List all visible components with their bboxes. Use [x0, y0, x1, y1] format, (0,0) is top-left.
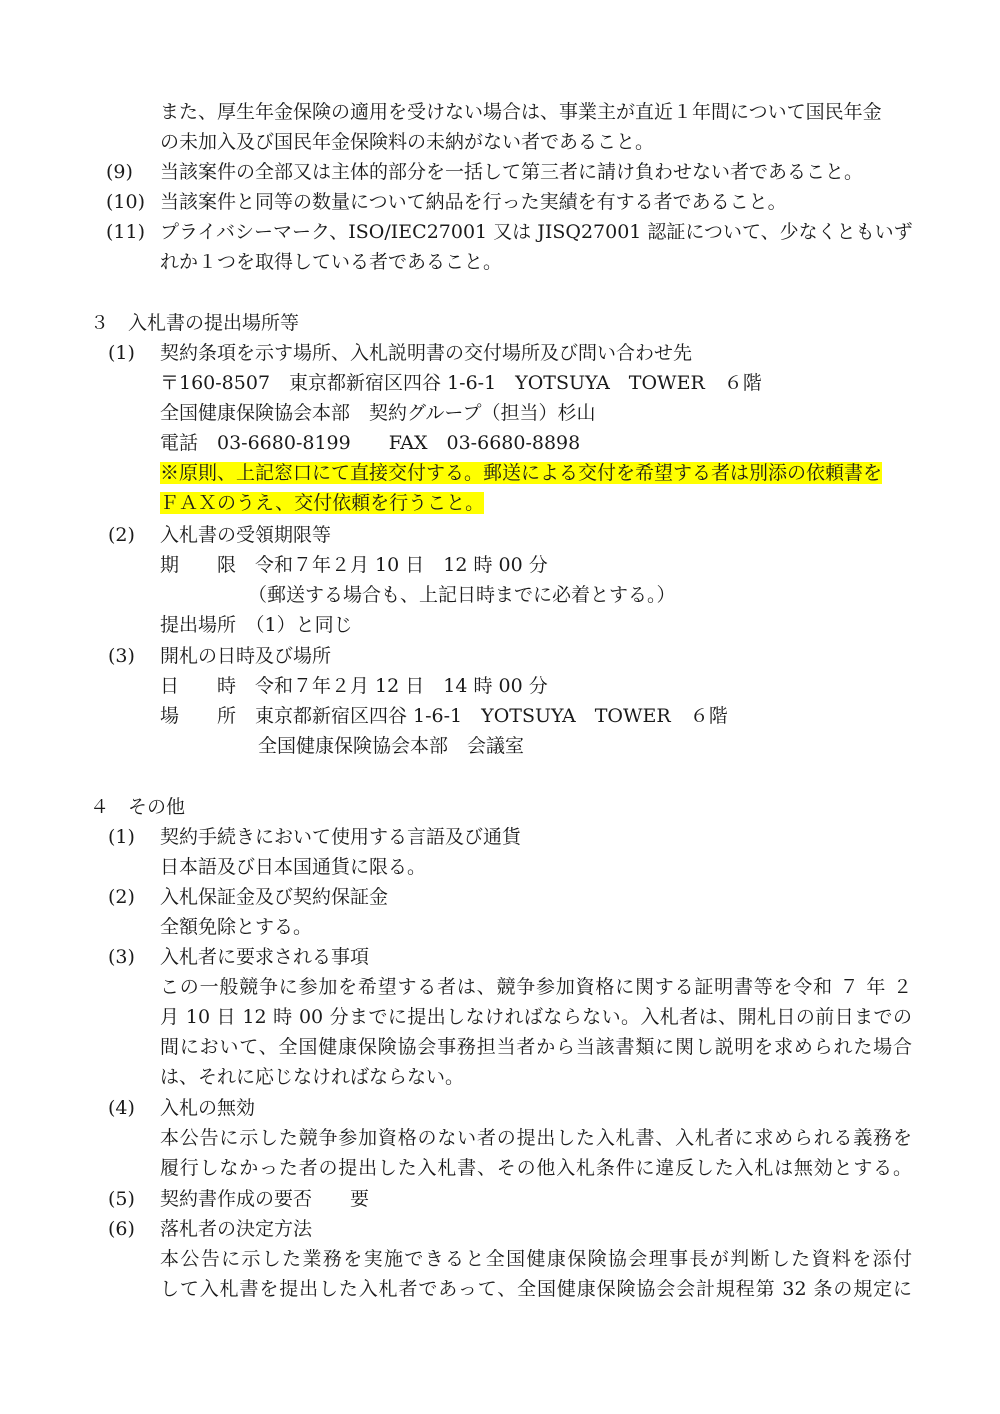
section-4-item-1-body: 日本語及び日本国通貨に限る。 — [160, 856, 427, 878]
submission-place: 提出場所 （1）と同じ — [160, 614, 353, 636]
contact-phone-fax: 電話 03-6680-8199 FAX 03-6680-8898 — [160, 432, 581, 454]
section-3-item-1-title: 契約条項を示す場所、入札説明書の交付場所及び問い合わせ先 — [160, 342, 693, 364]
section-4-item-3-title: 入札者に要求される事項 — [160, 946, 370, 968]
section-4-item-6-number: (6) — [108, 1218, 135, 1240]
section-4-item-2-body: 全額免除とする。 — [160, 916, 313, 938]
section-3-item-3-title: 開札の日時及び場所 — [160, 645, 332, 667]
section-3-heading: ３ 入札書の提出場所等 — [90, 312, 300, 334]
section-4-item-5-number: (5) — [108, 1188, 135, 1210]
section-3-item-2-number: (2) — [108, 524, 135, 546]
contact-address: 〒160-8507 東京都新宿区四谷 1-6-1 YOTSUYA TOWER ６階 — [160, 372, 762, 394]
section-4-item-1-title: 契約手続きにおいて使用する言語及び通貨 — [160, 826, 522, 848]
section-4-item-4-line-2: 履行しなかった者の提出した入札書、その他入札条件に違反した入札は無効とする。 — [160, 1157, 912, 1179]
section-4-item-3-line-4: は、それに応じなければならない。 — [160, 1066, 465, 1088]
submission-deadline: 期 限 令和７年２月 10 日 12 時 00 分 — [160, 554, 548, 576]
item-10-number: (10) — [106, 191, 146, 213]
opening-room: 全国健康保険協会本部 会議室 — [258, 735, 525, 757]
highlight-span-2: ＦＡＸのうえ、交付依頼を行うこと。 — [160, 492, 485, 514]
section-4-item-5-text: 契約書作成の要否 要 — [160, 1188, 370, 1210]
section-4-item-3-line-3: 間において、全国健康保険協会事務担当者から当該書類に関し説明を求められた場合 — [160, 1036, 912, 1058]
section-4-item-1-number: (1) — [108, 826, 135, 848]
section-4-heading: ４ その他 — [90, 796, 186, 818]
section-4-item-3-line-1: この一般競争に参加を希望する者は、競争参加資格に関する証明書等を令和 ７ 年 ２ — [160, 976, 912, 998]
section-4-item-6-line-2: して入札書を提出した入札者であって、全国健康保険協会会計規程第 32 条の規定に — [160, 1278, 912, 1300]
section-3-item-1-number: (1) — [108, 342, 135, 364]
section-4-item-3-line-2: 月 10 日 12 時 00 分までに提出しなければならない。入札者は、開札日の前日までの — [160, 1006, 912, 1028]
item-10-text: 当該案件と同等の数量について納品を行った実績を有する者であること。 — [160, 191, 787, 213]
item-11-number: (11) — [106, 221, 146, 243]
mail-submission-note: （郵送する場合も、上記日時までに必着とする。） — [248, 584, 676, 606]
item-11-line-1: プライバシーマーク、ISO/IEC27001 又は JISQ27001 認証について、少なくともいず — [160, 221, 913, 243]
section-4-item-2-title: 入札保証金及び契約保証金 — [160, 886, 389, 908]
section-4-item-6-title: 落札者の決定方法 — [160, 1218, 313, 1240]
opening-place: 場 所 東京都新宿区四谷 1-6-1 YOTSUYA TOWER ６階 — [160, 705, 728, 727]
section-4-item-3-number: (3) — [108, 946, 135, 968]
contact-organization: 全国健康保険協会本部 契約グループ（担当）杉山 — [160, 402, 596, 424]
highlighted-note-line-2 — [160, 488, 484, 518]
continuation-line-2: の未加入及び国民年金保険料の未納がない者であること。 — [160, 131, 655, 153]
continuation-line-1: また、厚生年金保険の適用を受けない場合は、事業主が直近１年間について国民年金 — [160, 101, 882, 123]
section-3-item-3-number: (3) — [108, 645, 135, 667]
item-9-text: 当該案件の全部又は主体的部分を一括して第三者に請け負わせない者であること。 — [160, 161, 864, 183]
section-4-item-4-line-1: 本公告に示した競争参加資格のない者の提出した入札書、入札者に求められる義務を — [160, 1127, 912, 1149]
highlight-span-1: ※原則、上記窓口にて直接交付する。郵送による交付を希望する者は別添の依頼書を — [160, 462, 883, 484]
section-4-item-2-number: (2) — [108, 886, 135, 908]
opening-date: 日 時 令和７年２月 12 日 14 時 00 分 — [160, 675, 548, 697]
item-9-number: (9) — [106, 161, 133, 183]
item-11-line-2: れか１つを取得している者であること。 — [160, 251, 503, 273]
section-3-item-2-title: 入札書の受領期限等 — [160, 524, 332, 546]
highlighted-note-line-1 — [160, 458, 882, 488]
section-4-item-6-line-1: 本公告に示した業務を実施できると全国健康保険協会理事長が判断した資料を添付 — [160, 1248, 912, 1270]
section-4-item-4-title: 入札の無効 — [160, 1097, 256, 1119]
section-4-item-4-number: (4) — [108, 1097, 135, 1119]
